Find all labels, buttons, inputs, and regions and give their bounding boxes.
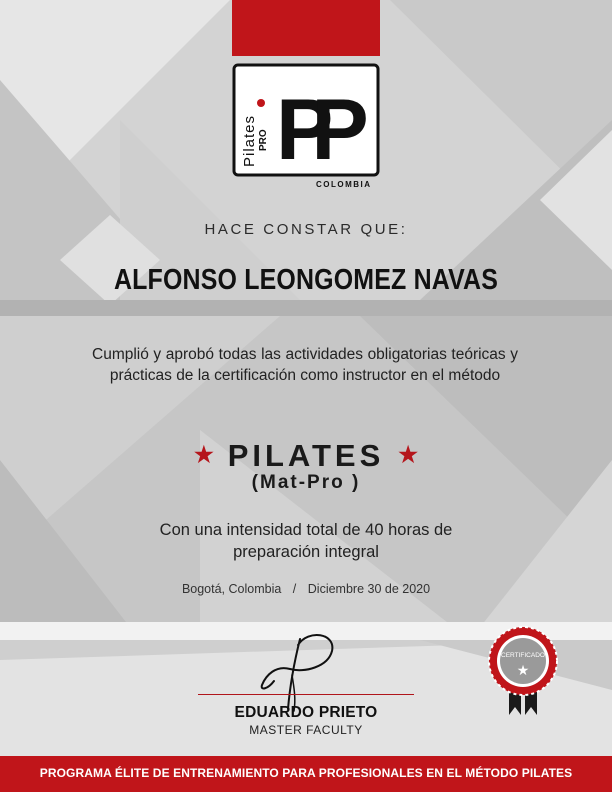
logo-monogram: PP bbox=[276, 82, 347, 178]
signature-line bbox=[198, 694, 414, 695]
svg-text:★: ★ bbox=[516, 662, 530, 678]
date-separator: / bbox=[292, 582, 297, 596]
signer-name: EDUARDO PRIETO bbox=[234, 704, 378, 721]
pilates-pro-logo bbox=[232, 63, 380, 189]
hours-line-1: Con una intensidad total de 40 horas de bbox=[159, 521, 453, 539]
hours-line-2: preparación integral bbox=[233, 543, 379, 561]
star-right-icon: ★ bbox=[398, 442, 419, 467]
program-name: PILATES bbox=[227, 438, 385, 473]
city: Bogotá, Colombia bbox=[181, 582, 282, 596]
logo-word-pro: PRO bbox=[258, 129, 269, 151]
hours-text bbox=[0, 519, 612, 563]
logo-country: COLOMBIA bbox=[316, 180, 372, 189]
top-red-ribbon bbox=[232, 0, 380, 56]
footer-text: PROGRAMA ÉLITE DE ENTRENAMIENTO PARA PROFESIONALES EN EL MÉTODO PILATES bbox=[39, 766, 573, 780]
intro-text: HACE CONSTAR QUE: bbox=[204, 221, 408, 238]
program-title bbox=[0, 438, 612, 474]
place-date bbox=[0, 582, 612, 596]
footer-banner bbox=[0, 756, 612, 792]
star-left-icon: ★ bbox=[193, 442, 214, 467]
certified-seal-icon bbox=[487, 625, 559, 717]
certificate-description: Cumplió y aprobó todas las actividades obligatorias teóricas y prácticas de la certificación como instructor en el método bbox=[92, 346, 518, 384]
seal-text: CERTIFICADO bbox=[501, 652, 545, 659]
signature-graphic bbox=[240, 625, 360, 715]
recipient-name: ALFONSO LEONGOMEZ NAVAS bbox=[113, 264, 499, 296]
signer-role: MASTER FACULTY bbox=[249, 723, 363, 737]
logo-word-pilates: Pilates bbox=[241, 114, 258, 167]
date: Diciembre 30 de 2020 bbox=[307, 582, 431, 596]
program-detail: (Mat-Pro ) bbox=[251, 472, 361, 493]
